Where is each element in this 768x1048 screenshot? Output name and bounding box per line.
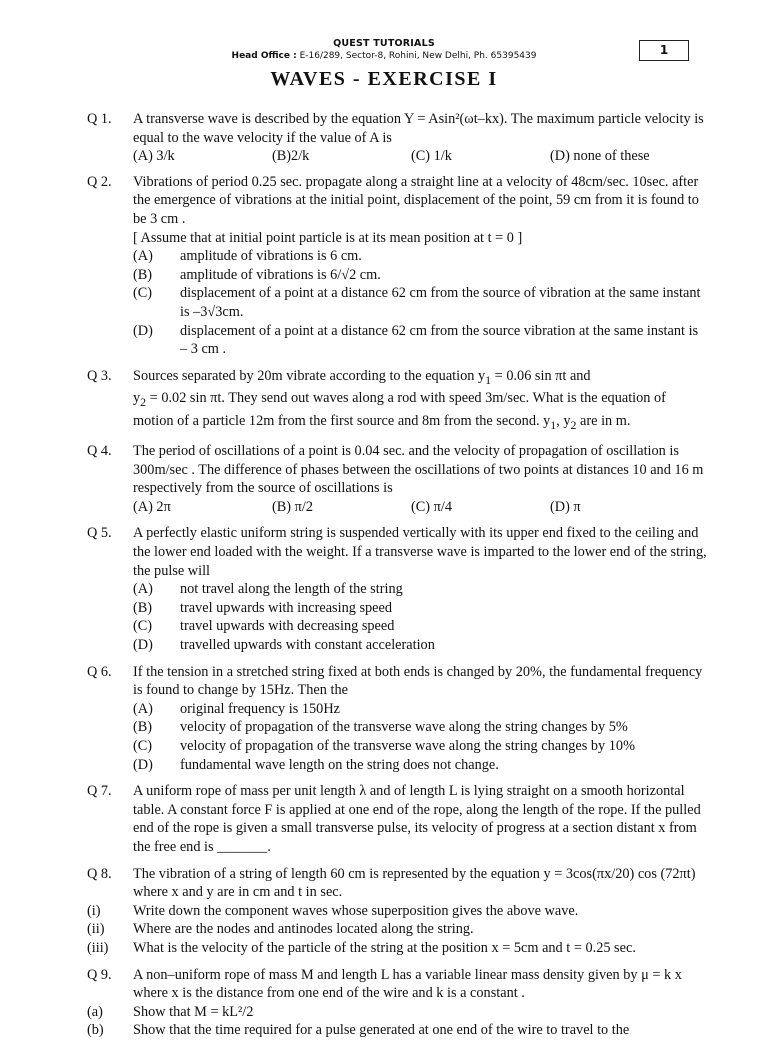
option-label: (C)	[133, 618, 153, 635]
part-label: (a)	[87, 1003, 103, 1020]
question-list	[0, 110, 768, 1048]
choice-d: (D) none of these	[550, 148, 650, 165]
part-label: (ii)	[87, 921, 105, 938]
choice-d: (D) π	[550, 498, 581, 515]
question-4	[0, 442, 768, 516]
choice-a: (A) 3/k	[133, 148, 175, 165]
question-5	[0, 524, 768, 654]
part-label: (iii)	[87, 939, 109, 956]
option-text: displacement of a point at a distance 62 cm from the source vibration at the same instant is – 3 cm .	[180, 322, 699, 358]
option-label: (A)	[133, 581, 153, 598]
option-b	[133, 718, 708, 737]
text-run: y	[133, 390, 141, 407]
choice-a: (A) 2π	[133, 498, 171, 515]
page-title: WAVES - EXERCISE I	[270, 68, 498, 90]
part-text: Show that M = kL²/2	[133, 1003, 254, 1020]
part-label: (b)	[87, 1022, 104, 1039]
choice-row	[133, 498, 708, 517]
choice-c: (C) 1/k	[411, 148, 452, 165]
subscript: 2	[140, 395, 147, 410]
question-1	[0, 110, 768, 166]
question-9	[0, 966, 768, 1040]
question-6	[0, 663, 768, 775]
question-text: A transverse wave is described by the equation Y = Asin²(ωt–kx). The maximum particle velocity is equal to the wave velocity if the value of A is	[133, 111, 704, 146]
question-number: Q 1.	[87, 111, 112, 127]
question-text: The period of oscillations of a point is 0.04 sec. and the velocity of propagation of oscillation is 300m/sec . The difference of phases between the oscillations of two points at distances 10 and 16 m respectively from the source of oscillations is	[133, 443, 704, 497]
text-run: Sources separated by 20m vibrate according to the equation y	[133, 367, 486, 384]
part-a	[87, 1003, 708, 1022]
text-run: are in m.	[576, 412, 631, 429]
option-c	[133, 737, 708, 756]
option-label: (D)	[133, 637, 153, 654]
subscript: 2	[570, 417, 577, 432]
question-number: Q 3.	[87, 367, 112, 384]
choice-row	[133, 147, 708, 166]
option-text: velocity of propagation of the transverse wave along the string changes by 5%	[180, 719, 628, 736]
option-text: travel upwards with decreasing speed	[180, 618, 395, 635]
part-label: (i)	[87, 902, 101, 919]
option-label: (B)	[133, 599, 153, 616]
option-c	[133, 617, 708, 636]
option-text: velocity of propagation of the transverse wave along the string changes by 10%	[180, 737, 635, 754]
question-number: Q 5.	[87, 525, 112, 542]
question-number: Q 2.	[87, 173, 112, 190]
option-text: original frequency is 150Hz	[180, 700, 340, 717]
head-office-label: Head Office :	[231, 51, 297, 61]
option-text: travelled upwards with constant acceleration	[180, 637, 435, 654]
question-text	[133, 367, 708, 434]
part-b	[87, 1021, 708, 1040]
institute-name: QUEST TUTORIALS	[333, 38, 435, 49]
page-number-box: 1	[639, 40, 689, 61]
question-text: The vibration of a string of length 60 cm is represented by the equation y = 3cos(πx/20) cos (72πt) where x and y are in cm and t in sec.	[133, 865, 696, 901]
option-text: amplitude of vibrations is 6 cm.	[180, 248, 362, 265]
option-label: (B)	[133, 266, 153, 283]
question-3	[0, 367, 768, 434]
question-7	[0, 782, 768, 856]
option-label: (B)	[133, 719, 153, 736]
option-d	[133, 636, 708, 655]
option-label: (C)	[133, 285, 153, 302]
option-text: fundamental wave length on the string does not change.	[180, 756, 499, 773]
option-b	[133, 266, 708, 285]
option-label: (D)	[133, 756, 153, 773]
option-text: displacement of a point at a distance 62 cm from the source of vibration at the same instant is –3√3cm.	[180, 285, 701, 320]
option-d	[133, 322, 708, 359]
subscript: 1	[485, 372, 492, 387]
part-text: Where are the nodes and antinodes located along the string.	[133, 921, 474, 938]
part-text: What is the velocity of the particle of the string at the position x = 5cm and t = 0.25 sec.	[133, 939, 636, 956]
option-c	[133, 284, 708, 321]
question-number: Q 7.	[87, 783, 112, 800]
question-note: [ Assume that at initial point particle is at its mean position at t = 0 ]	[133, 229, 523, 246]
question-text: Vibrations of period 0.25 sec. propagate along a straight line at a velocity of 48cm/sec. 10sec. after the emergence of vibrations at the initial point, displacement of the point, 59 cm from it is found to be 3 cm .	[133, 173, 699, 227]
option-text: amplitude of vibrations is 6/√2 cm.	[180, 266, 381, 283]
question-text: A non–uniform rope of mass M and length L has a variable linear mass density given by μ = k x where x is the distance from one end of the wire and k is a constant .	[133, 966, 682, 1002]
option-text: not travel along the length of the string	[180, 581, 403, 598]
question-8	[0, 865, 768, 958]
choice-c: (C) π/4	[411, 498, 452, 515]
part-ii	[87, 920, 708, 939]
text-run: = 0.06 sin πt and	[491, 367, 591, 384]
question-number: Q 4.	[87, 443, 112, 460]
question-number: Q 6.	[87, 663, 112, 680]
option-d	[133, 756, 708, 775]
choice-b: (B) π/2	[272, 498, 313, 515]
subscript: 1	[550, 417, 557, 432]
option-label: (A)	[133, 248, 153, 265]
choice-b: (B)2/k	[272, 148, 310, 165]
question-text: A uniform rope of mass per unit length λ and of length L is lying straight on a smooth horizontal table. A constant force F is applied at one end of the rope, along the length of the rope. If the pulled end of the rope is given a small transverse pulse, its velocity of progress at a section distant x from the free end is _______.	[133, 783, 701, 855]
part-i	[87, 902, 708, 921]
part-text: Show that the time required for a pulse generated at one end of the wire to travel to the	[133, 1022, 630, 1039]
option-label: (A)	[133, 700, 153, 717]
question-text: If the tension in a stretched string fixed at both ends is changed by 20%, the fundamental frequency is found to change by 15Hz. Then the	[133, 663, 703, 699]
option-label: (D)	[133, 322, 153, 339]
option-a	[133, 247, 708, 266]
text-run: = 0.02 sin πt. They send out waves along a rod with speed 3m/sec. What is the equation of motion of a particle 12m from the first source and 8m from the second. y	[133, 390, 666, 429]
text-run: , y	[556, 412, 571, 429]
option-text: travel upwards with increasing speed	[180, 599, 393, 616]
option-a	[133, 700, 708, 719]
question-2	[0, 173, 768, 359]
part-text: Write down the component waves whose superposition gives the above wave.	[133, 902, 579, 919]
part-iii	[87, 939, 708, 958]
option-label: (C)	[133, 737, 153, 754]
head-office-address: E-16/289, Sector-8, Rohini, New Delhi, Ph. 65395439	[299, 51, 537, 61]
question-number: Q 9.	[87, 966, 112, 983]
question-text: A perfectly elastic uniform string is suspended vertically with its upper end fixed to the ceiling and the lower end loaded with the weight. If a transverse wave is imparted to the lower end of the string, the pulse will	[133, 525, 707, 579]
option-a	[133, 580, 708, 599]
question-number: Q 8.	[87, 865, 112, 882]
option-b	[133, 599, 708, 618]
